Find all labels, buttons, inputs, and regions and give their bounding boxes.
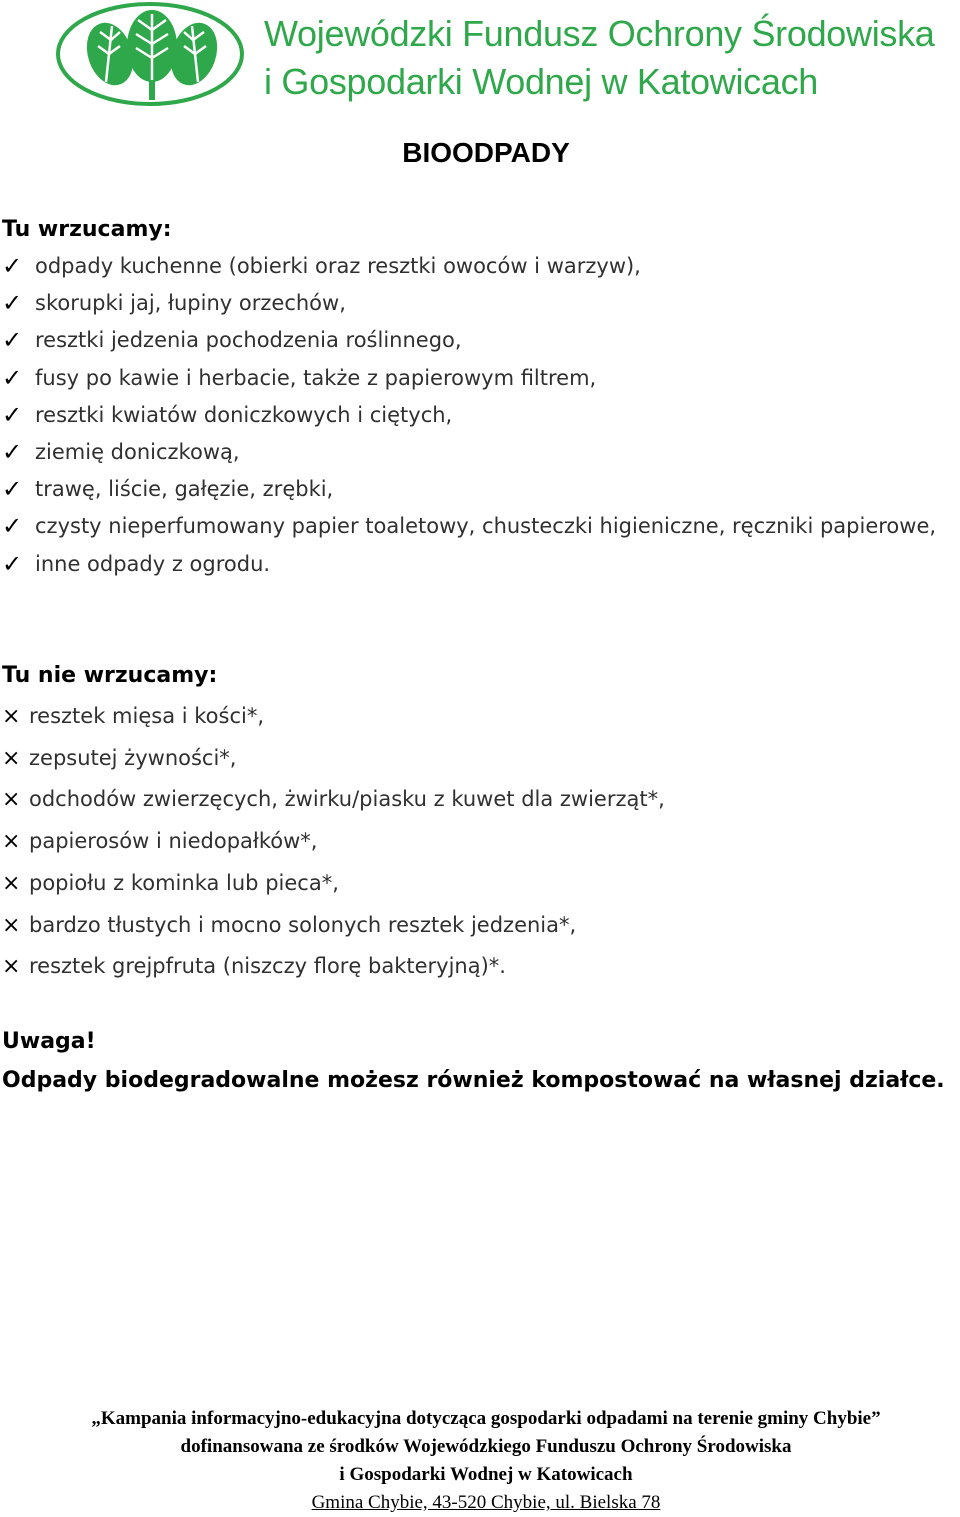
header [52,0,935,110]
forbidden-item-label: papierosów i niedopałków*, [29,829,318,854]
forbidden-item [0,738,665,780]
forbidden-list [0,696,665,988]
organization-name-line1: Wojewódzki Fundusz Ochrony Środowiska [264,13,935,54]
cross-icon: × [2,704,21,729]
allowed-item-label: odpady kuchenne (obierki oraz resztki owoców i warzyw), [35,254,641,278]
allowed-item [0,397,960,434]
checkmark-icon: ✓ [2,438,23,467]
forbidden-item [0,821,665,863]
forbidden-item [0,779,665,821]
allowed-item-label: trawę, liście, gałęzie, zrębki, [35,477,334,502]
allowed-item-label: skorupki jaj, łupiny orzechów, [35,291,346,316]
cross-icon: × [2,787,21,813]
allowed-item [0,508,960,545]
cross-icon: × [2,870,21,896]
allowed-item-label: czysty nieperfumowany papier toaletowy, chusteczki higieniczne, ręczniki papierowe, [35,514,937,539]
checkmark-icon: ✓ [2,549,23,578]
checkmark-icon: ✓ [2,512,23,541]
allowed-item-label: ziemię doniczkową, [35,440,240,465]
forbidden-item-label: popiołu z kominka lub pieca*, [29,870,339,895]
footer-funding-line2: i Gospodarki Wodnej w Katowicach [339,1464,633,1485]
allowed-item [0,546,960,583]
forbidden-item-label: zepsutej żywności*, [29,745,237,770]
note-text: Odpady biodegradowalne możesz również kompostować na własnej działce. [2,1068,945,1093]
allowed-item [0,322,960,359]
organization-name-line2: i Gospodarki Wodnej w Katowicach [264,61,819,102]
forbidden-item [0,946,665,988]
note-title: Uwaga! [2,1029,96,1054]
forbidden-item-label: resztek mięsa i kości*, [29,704,265,728]
forbidden-item-label: resztek grejpfruta (niszczy florę bakteryjną)*. [29,954,506,979]
allowed-item [0,248,960,285]
cross-icon: × [2,912,21,938]
checkmark-icon: ✓ [2,326,23,355]
allowed-list [0,248,960,583]
allowed-item-label: inne odpady z ogrodu. [35,551,271,576]
checkmark-icon: ✓ [2,252,23,280]
forbidden-heading: Tu nie wrzucamy: [2,663,218,688]
allowed-item-label: resztki kwiatów doniczkowych i ciętych, [35,402,453,427]
three-leaves-logo-icon [56,0,248,115]
document-title: BIOODPADY [402,137,570,168]
forbidden-item-label: bardzo tłustych i mocno solonych resztek jedzenia*, [29,912,577,937]
allowed-heading: Tu wrzucamy: [2,217,172,242]
footer-address: Gmina Chybie, 43-520 Chybie, ul. Bielska 78 [311,1492,661,1513]
forbidden-item [0,696,665,738]
checkmark-icon: ✓ [2,475,23,504]
forbidden-item-label: odchodów zwierzęcych, żwirku/piasku z kuwet dla zwierząt*, [29,787,665,812]
forbidden-item [0,863,665,905]
allowed-item [0,360,960,397]
forbidden-item [0,905,665,947]
allowed-item [0,434,960,471]
allowed-item-label: resztki jedzenia pochodzenia roślinnego, [35,328,462,353]
footer-funding-line: dofinansowana ze środków Wojewódzkiego Funduszu Ochrony Środowiska [180,1436,792,1457]
allowed-item [0,285,960,322]
cross-icon: × [2,745,21,771]
footer [0,1405,960,1517]
cross-icon: × [2,954,21,980]
organization-name [264,10,935,106]
allowed-item [0,471,960,508]
checkmark-icon: ✓ [2,289,23,318]
checkmark-icon: ✓ [2,363,23,392]
footer-campaign-line: „Kampania informacyjno-edukacyjna dotycząca gospodarki odpadami na terenie gminy Chybie” [91,1408,881,1429]
cross-icon: × [2,829,21,855]
checkmark-icon: ✓ [2,400,23,429]
allowed-item-label: fusy po kawie i herbacie, także z papierowym filtrem, [35,365,597,390]
